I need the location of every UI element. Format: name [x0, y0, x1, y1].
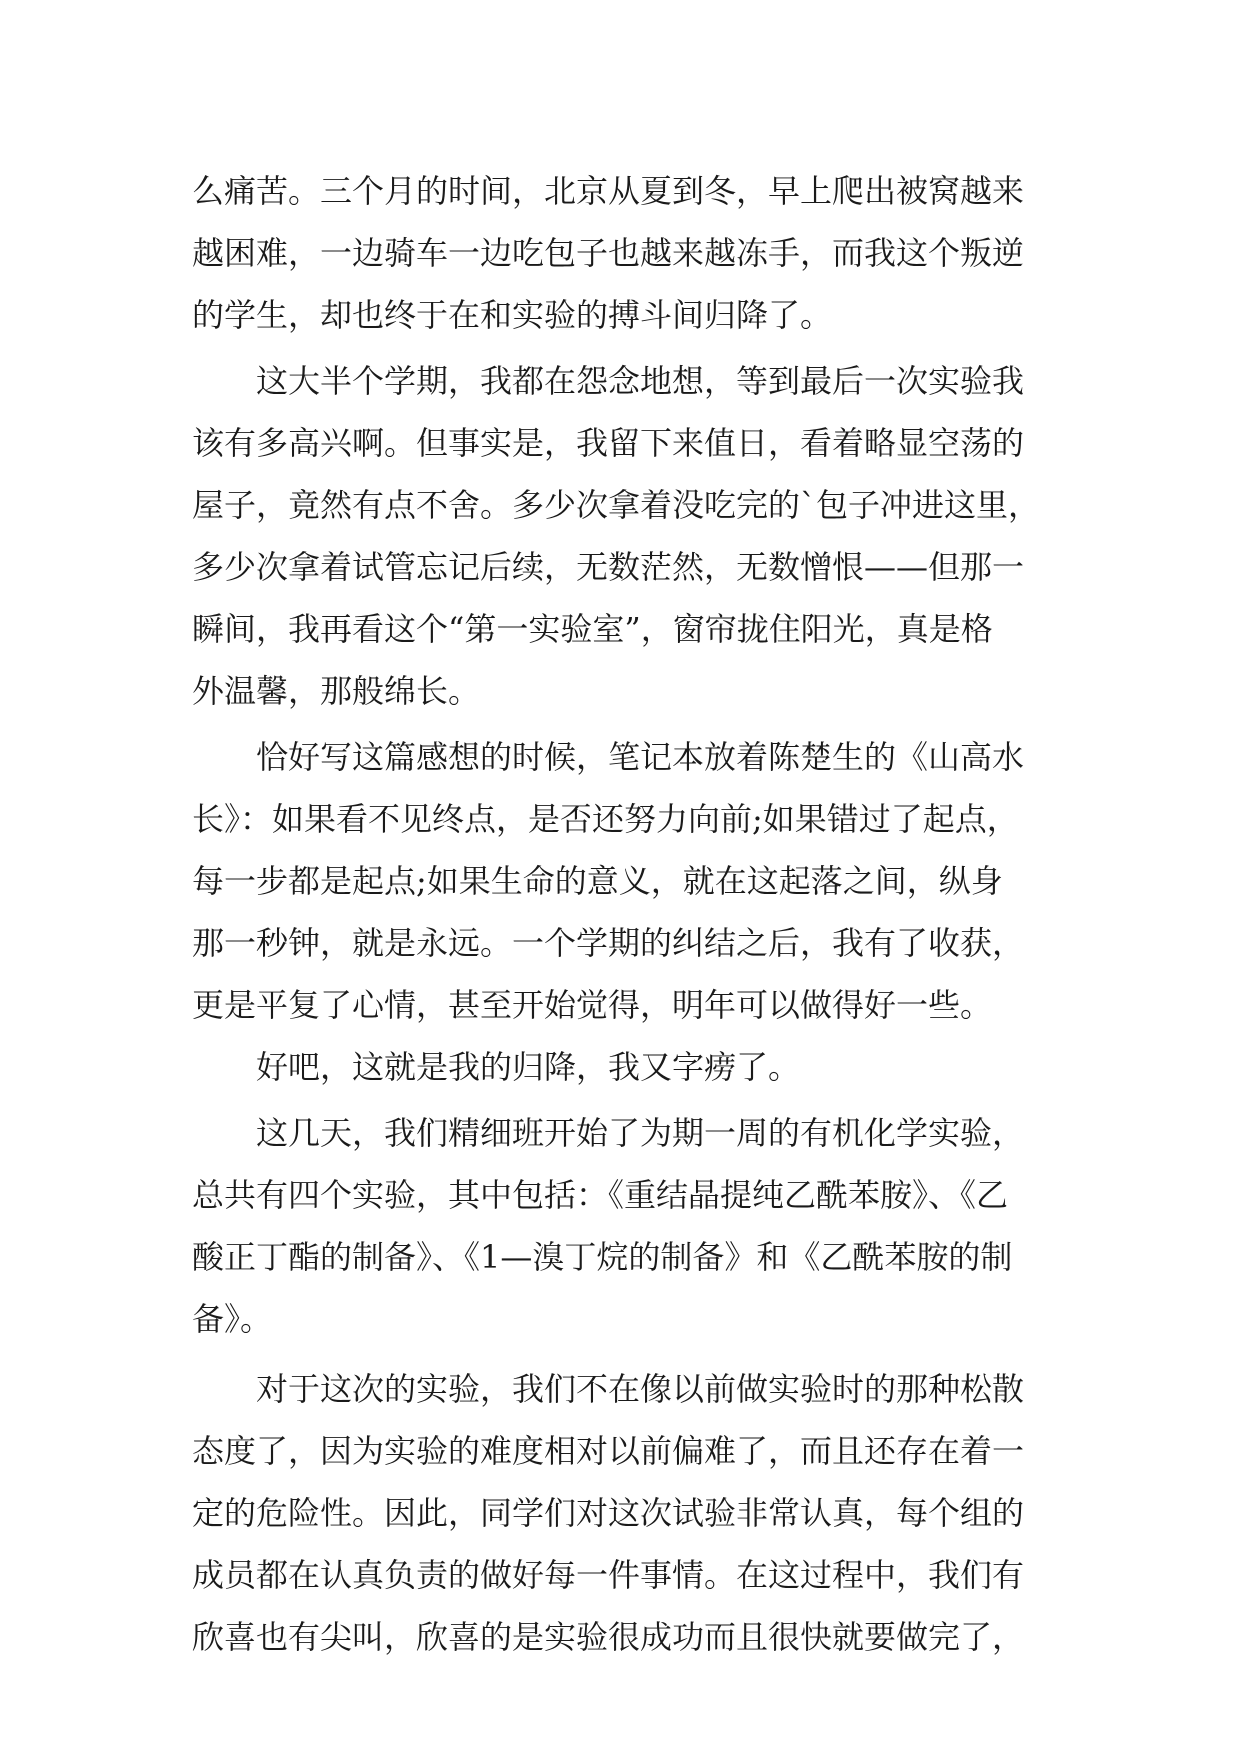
text-line: 态度了，因为实验的难度相对以前偏难了，而且还存在着一 [192, 1432, 1025, 1470]
text-line: 更是平复了心情，甚至开始觉得，明年可以做得好一些。 [192, 986, 993, 1024]
text-line: 好吧，这就是我的归降，我又字痨了。 [256, 1048, 801, 1086]
text-line: 总共有四个实验，其中包括：《重结晶提纯乙酰苯胺》、《乙 [192, 1176, 1009, 1214]
paragraph [192, 160, 1056, 346]
paragraph [192, 1102, 1056, 1350]
text-line: 酸正丁酯的制备》、《1—溴丁烷的制备》和《乙酰苯胺的制 [192, 1238, 1013, 1276]
text-line: 定的危险性。因此，同学们对这次试验非常认真，每个组的 [192, 1494, 1025, 1532]
text-line: 该有多高兴啊。但事实是，我留下来值日，看着略显空荡的 [192, 424, 1025, 462]
text-line: 恰好写这篇感想的时候，笔记本放着陈楚生的《山高水 [256, 738, 1025, 776]
text-line: 多少次拿着试管忘记后续，无数茫然，无数憎恨——但那一 [192, 548, 1025, 586]
text-line: 么痛苦。三个月的时间，北京从夏到冬，早上爬出被窝越来 [192, 172, 1025, 210]
text-line: 外温馨，那般绵长。 [192, 672, 481, 710]
text-line: 每一步都是起点;如果生命的意义，就在这起落之间，纵身 [192, 862, 1003, 900]
text-line: 备》。 [192, 1300, 273, 1338]
paragraph [192, 1036, 1056, 1098]
text-line: 成员都在认真负责的做好每一件事情。在这过程中，我们有 [192, 1556, 1025, 1594]
paragraph [192, 350, 1056, 722]
text-line: 对于这次的实验，我们不在像以前做实验时的那种松散 [256, 1370, 1025, 1408]
text-line: 长》：如果看不见终点，是否还努力向前;如果错过了起点， [192, 800, 1019, 838]
text-line: 瞬间，我再看这个“第一实验室”，窗帘拢住阳光，真是格 [192, 610, 993, 648]
paragraph [192, 726, 1056, 1036]
text-line: 这大半个学期，我都在怨念地想，等到最后一次实验我 [256, 362, 1025, 400]
text-line: 的学生，却也终于在和实验的搏斗间归降了。 [192, 296, 833, 334]
text-line: 屋子，竟然有点不舍。多少次拿着没吃完的`包子冲进这里， [192, 486, 1041, 524]
text-line: 这几天，我们精细班开始了为期一周的有机化学实验， [256, 1114, 1025, 1152]
paragraph [192, 1358, 1056, 1668]
document-body [192, 160, 1056, 1668]
text-line: 那一秒钟，就是永远。一个学期的纠结之后，我有了收获， [192, 924, 1025, 962]
text-line: 欣喜也有尖叫，欣喜的是实验很成功而且很快就要做完了， [192, 1618, 1025, 1656]
text-line: 越困难，一边骑车一边吃包子也越来越冻手，而我这个叛逆 [192, 234, 1025, 272]
